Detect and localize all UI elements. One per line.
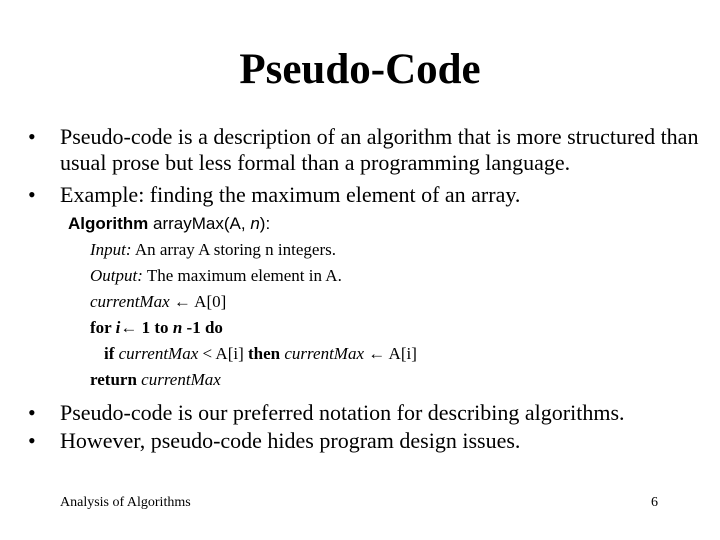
input-line: [68, 237, 417, 263]
compare-expr: < A[i]: [198, 344, 248, 363]
var-currentmax: currentMax: [118, 344, 199, 363]
bullet-item: [28, 182, 718, 208]
bullet-text: Example: finding the maximum element of an array.: [60, 182, 521, 207]
var-currentmax: currentMax: [141, 370, 221, 389]
var-currentmax: currentMax: [90, 292, 170, 311]
input-text: An array A storing n integers.: [131, 240, 336, 259]
algorithm-keyword: Algorithm: [68, 214, 149, 233]
bullet-text: Pseudo-code is a description of an algorithm that is more structured than usual prose but less formal than a programming language.: [60, 124, 699, 175]
footer-course-title: Analysis of Algorithms: [60, 495, 191, 510]
algorithm-header: [68, 211, 417, 237]
algorithm-block: [68, 211, 417, 393]
output-text: The maximum element in A.: [142, 266, 342, 285]
then-keyword: then: [248, 344, 285, 363]
for-do: -1 do: [182, 318, 223, 337]
bullet-item: [28, 124, 718, 176]
output-label: Output:: [90, 266, 143, 285]
var-i: i: [115, 318, 121, 337]
bullet-dot: •: [28, 428, 36, 453]
assign-expr: ← A[0]: [169, 292, 227, 311]
assign-expr: ← A[i]: [364, 344, 417, 363]
bullet-list-bottom: [28, 400, 718, 426]
bullet-list-top-2: [28, 182, 718, 208]
output-line: [68, 263, 417, 289]
for-range: ← 1 to: [120, 318, 173, 337]
bullet-item: [28, 428, 718, 454]
algorithm-signature: arrayMax(A,: [148, 214, 251, 233]
for-keyword: for: [90, 318, 116, 337]
bullet-dot: •: [28, 124, 36, 149]
code-line-return: [68, 367, 417, 393]
bullet-item: [28, 400, 718, 426]
var-currentmax: currentMax: [284, 344, 364, 363]
slide-title: Pseudo-Code: [239, 46, 481, 93]
bullet-text: However, pseudo-code hides program design issues.: [60, 428, 521, 453]
bullet-dot: •: [28, 400, 36, 425]
bullet-list-top: [28, 124, 718, 176]
code-line-init: [68, 289, 417, 315]
bullet-text: Pseudo-code is our preferred notation for describing algorithms.: [60, 400, 625, 425]
code-line-for: [68, 315, 417, 341]
return-keyword: return: [90, 370, 142, 389]
algorithm-signature-end: ):: [259, 214, 271, 233]
bullet-dot: •: [28, 182, 36, 207]
if-keyword: if: [104, 344, 119, 363]
bullet-list-bottom-2: [28, 428, 718, 454]
var-n: n: [172, 318, 183, 337]
page-number: 6: [651, 495, 658, 510]
param-n: n: [250, 214, 260, 233]
code-line-if: [68, 341, 417, 367]
input-label: Input:: [90, 240, 132, 259]
